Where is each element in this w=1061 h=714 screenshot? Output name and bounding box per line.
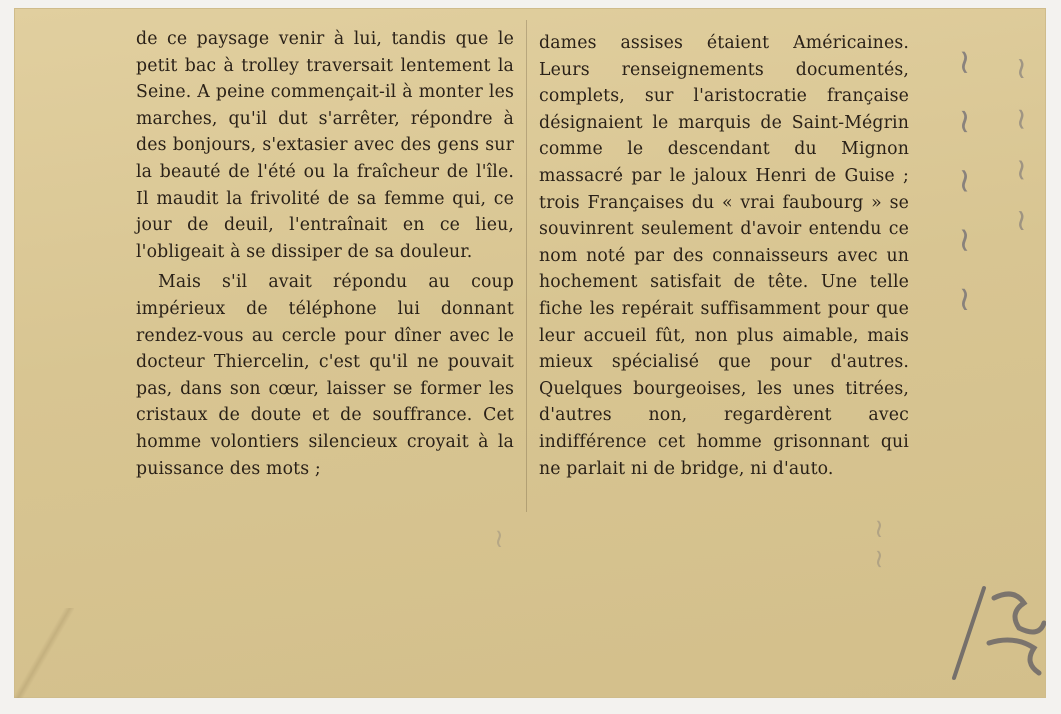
right-text-column [539,30,909,482]
pencil-scribble-mark [944,568,1046,688]
right-paragraph-1: dames assises étaient Américaines. Leurs renseignements documentés, complets, sur l'aristocratie française désignaient le marquis de Saint-Mégrin comme le descendant du Mignon massacré par le jaloux Henri de Guise ; trois Françaises du « vrai faubourg » se souvinrent seulement d'avoir entendu ce nom noté par des connaisseurs avec un hochement satisfait de tête. Une telle fiche les repérait suffisamment pour que leur accueil fût, non plus aimable, mais mieux spécialisé que pour d'autres. Quelques bourgeoises, les unes titrées, d'autres non, regardèrent avec indifférence cet homme grisonnant qui ne parlait ni de bridge, ni d'auto. [539,33,909,479]
column-divider [526,20,527,512]
pencil-handwriting-mark: ~ [484,528,514,550]
pencil-handwriting-mark: ~ ~ ~ ~ [1004,48,1039,234]
newspaper-clipping [14,8,1046,698]
left-text-column [136,26,514,482]
left-paragraph-2: Mais s'il avait répondu au coup impérieux de téléphone lui donnant rendez-vous au cercle pour dîner avec le docteur Thiercelin, c'est qu'il ne pouvait pas, dans son cœur, laisser se former les cristaux de doute et de souffrance. Cet homme volontiers silencieux croyait à la puissance des mots ; [136,272,514,479]
pencil-handwriting-mark: ~ ~ ~ ~ ~ [944,38,984,314]
left-paragraph-1: de ce paysage venir à lui, tandis que le petit bac à trolley traversait lentement la Seine. A peine commençait-il à monter les marches, qu'il dut s'arrêter, répondre à des bonjours, s'extasier avec des gens sur la beauté de l'été ou la fraîcheur de l'île. Il maudit la frivolité de sa femme qui, ce jour de deuil, l'entraînait en ce lieu, l'obligeait à se dissiper de sa douleur. [136,29,514,262]
pencil-handwriting-mark: ~ ~ [864,518,894,570]
paper-fold [14,608,74,698]
